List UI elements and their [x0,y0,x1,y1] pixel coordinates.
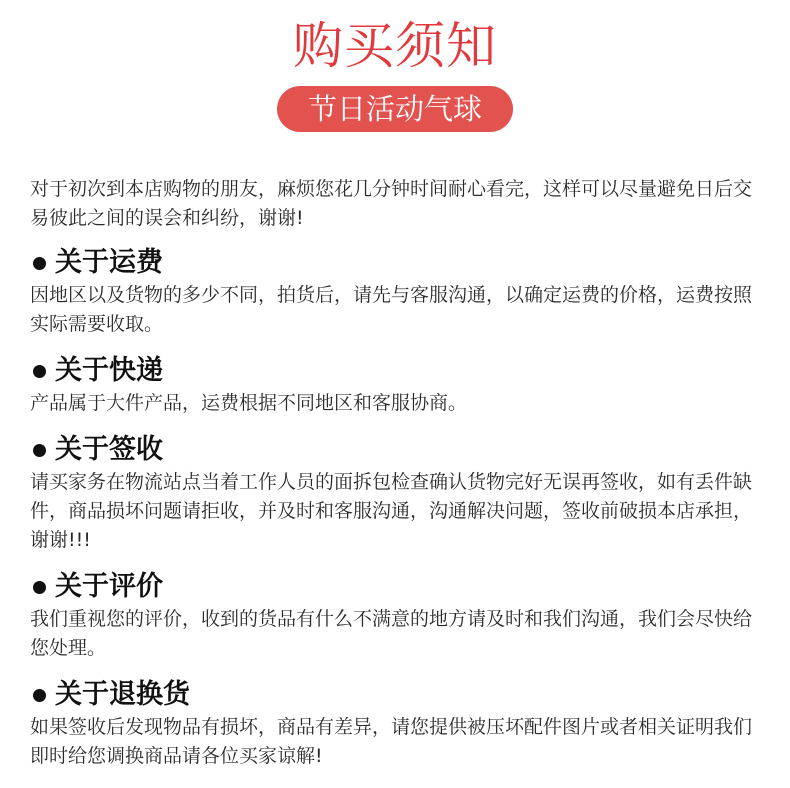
section-heading [30,245,765,281]
section-heading-text: 关于退换货 [55,679,190,710]
section-reviews [30,569,765,663]
section-body: 我们重视您的评价，收到的货品有什么不满意的地方请及时和我们沟通，我们会尽快给您处理。 [30,608,753,659]
intro-paragraph: 对于初次到本店购物的朋友，麻烦您花几分钟时间耐心看完，这样可以尽量避免日后交易彼此之间的误会和纠纷，谢谢! [30,178,753,229]
section-heading-text: 关于评价 [55,571,163,602]
bullet-icon [33,581,46,594]
bullet-icon [33,365,46,378]
section-delivery-signing [30,432,765,555]
bullet-icon [33,444,46,457]
section-body: 请买家务在物流站点当着工作人员的面拆包检查确认货物完好无误再签收，如有丢件缺件，商品损坏问题请拒收，并及时和客服沟通，沟通解决问题，签收前破损本店承担，谢谢!!! [30,471,753,551]
section-heading [30,432,765,468]
section-heading-text: 关于签收 [55,434,163,465]
section-shipping-fee [30,245,765,339]
bullet-icon [33,689,46,702]
subtitle-badge: 节日活动气球 [277,86,513,132]
page-title: 购买须知 [293,17,497,75]
bullet-icon [33,257,46,270]
section-returns-exchanges [30,677,765,771]
section-heading-text: 关于快递 [55,355,163,386]
section-express [30,353,765,418]
section-heading-text: 关于运费 [55,247,163,278]
section-heading [30,677,765,713]
section-heading [30,569,765,605]
section-body: 因地区以及货物的多少不同，拍货后，请先与客服沟通，以确定运费的价格，运费按照实际需要收取。 [30,284,753,335]
section-heading [30,353,765,389]
section-body: 产品属于大件产品，运费根据不同地区和客服协商。 [30,392,468,414]
section-body: 如果签收后发现物品有损坏，商品有差异，请您提供被压坏配件图片或者相关证明我们即时给您调换商品请各位买家谅解! [30,716,753,767]
